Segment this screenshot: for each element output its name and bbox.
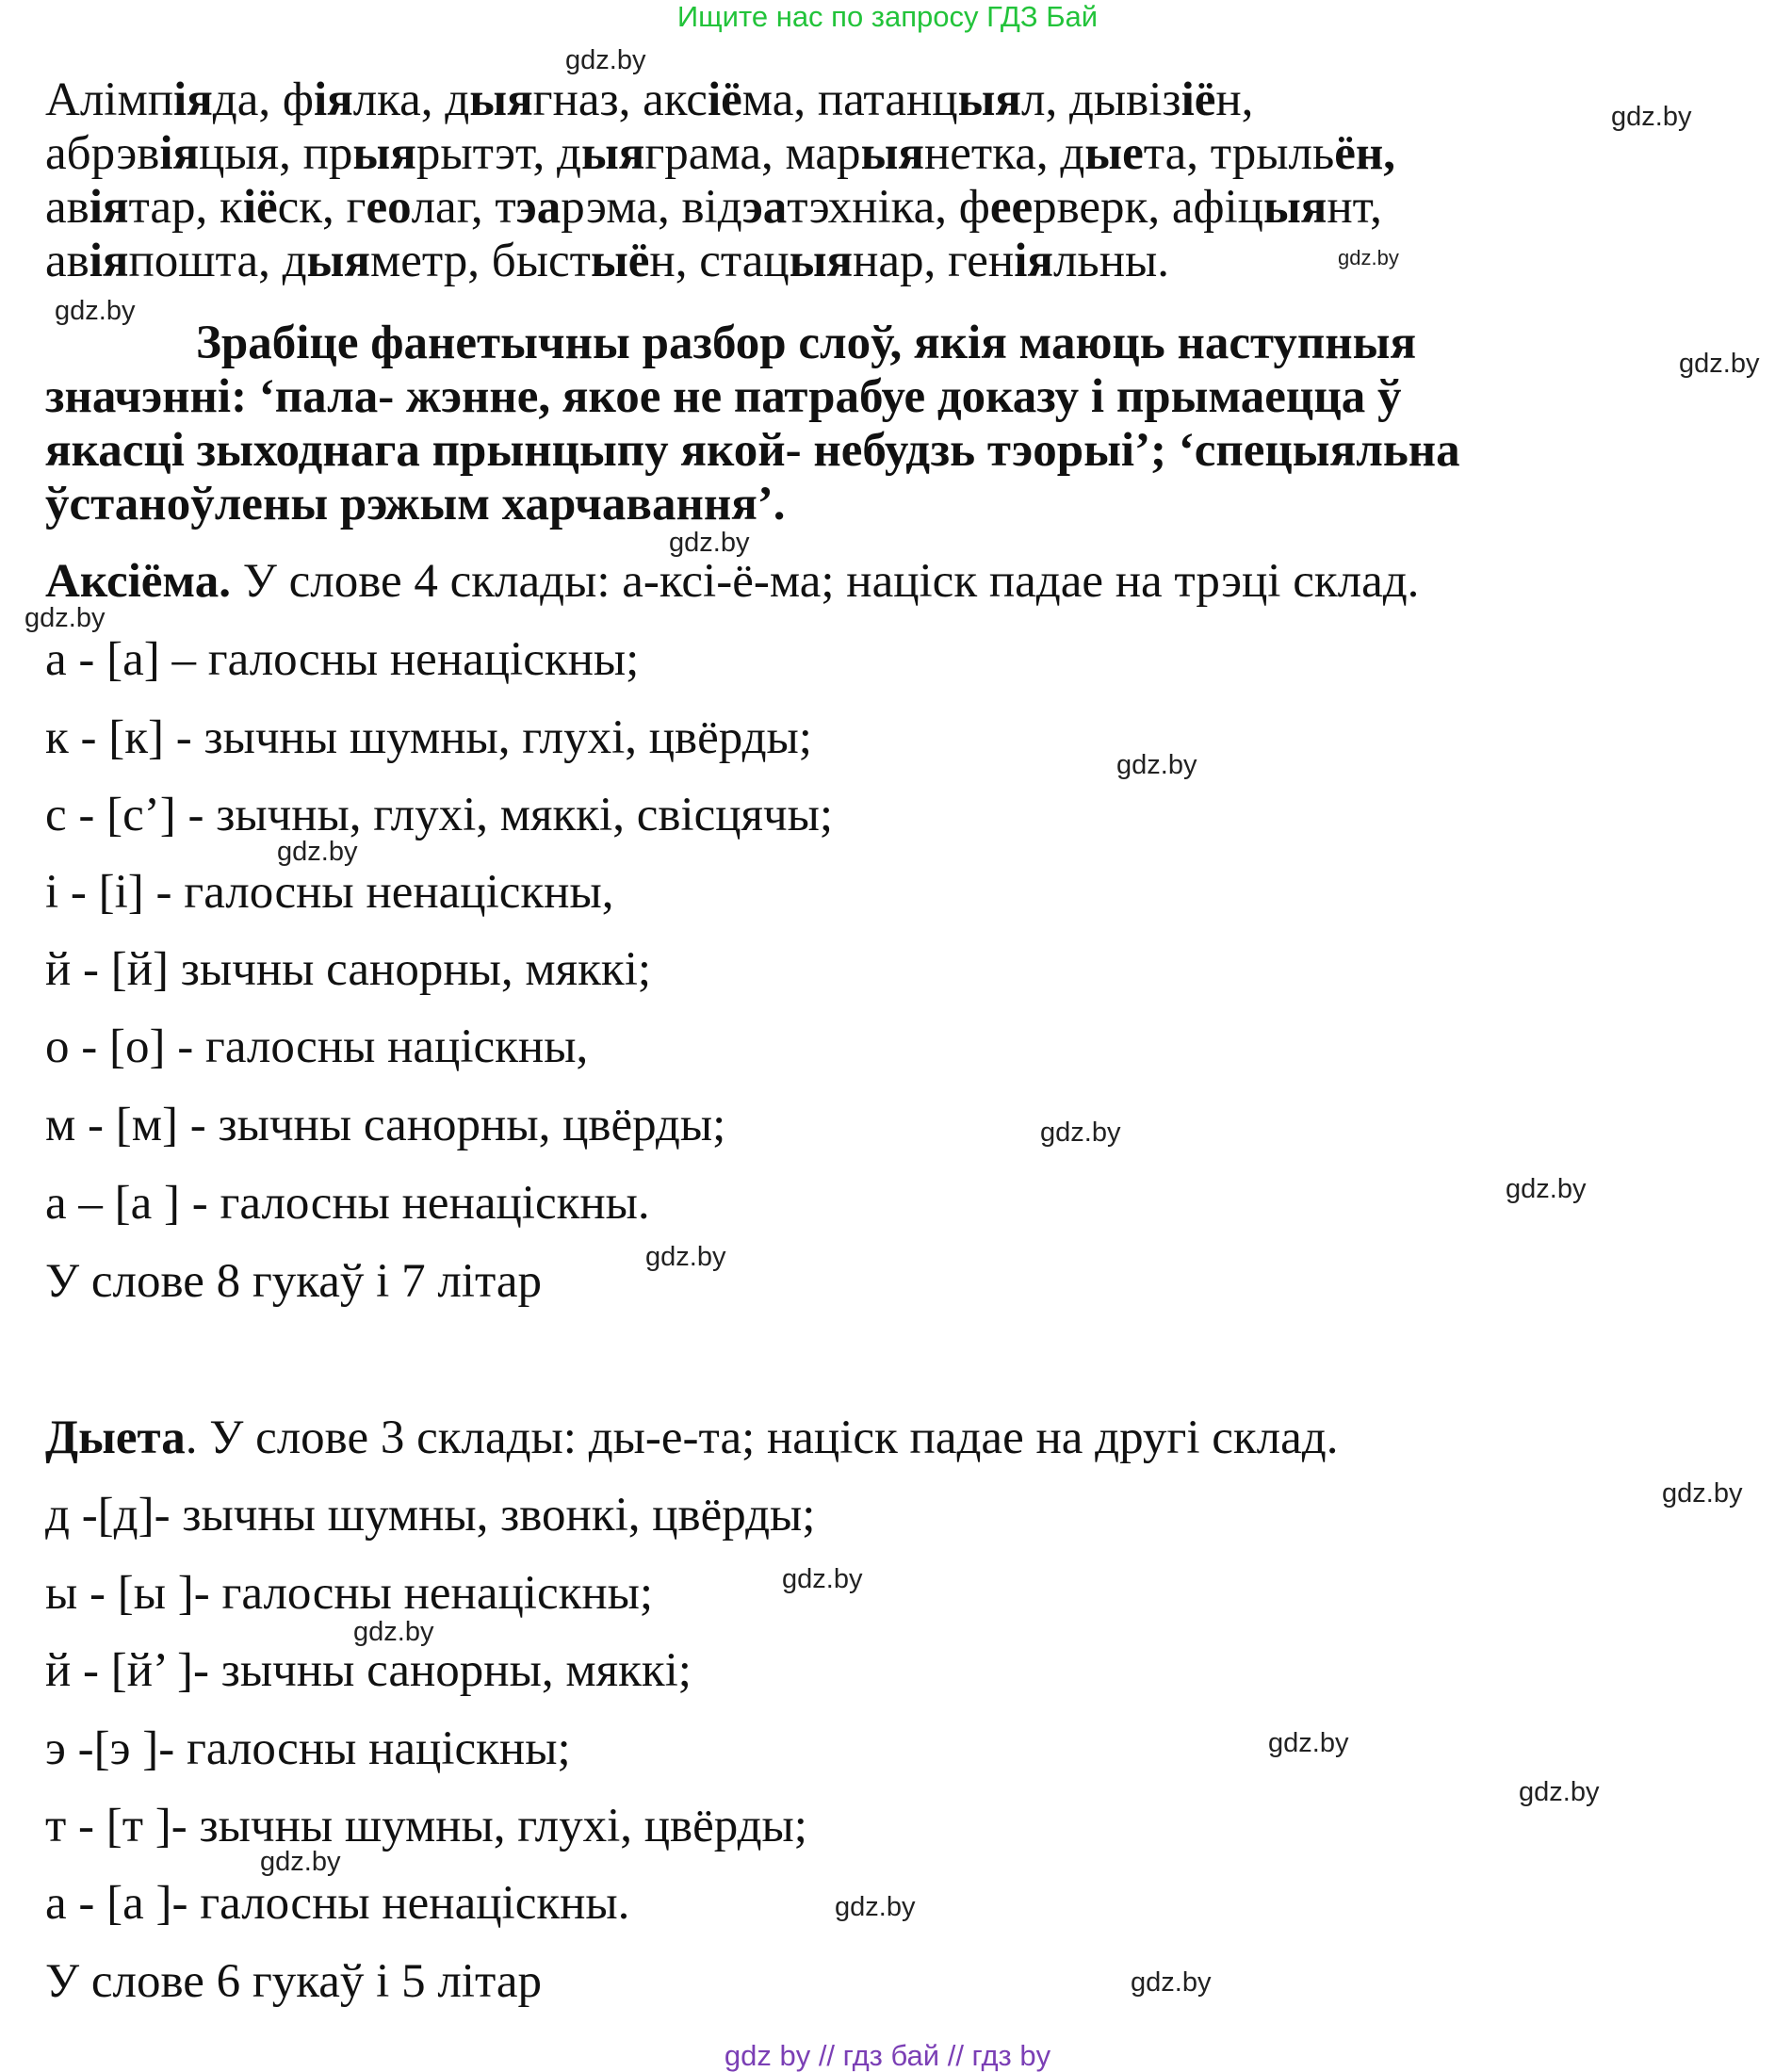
highlighted-letters: ія xyxy=(89,235,129,287)
watermark: gdz.by xyxy=(669,528,750,558)
highlighted-letters: ыя xyxy=(580,127,645,180)
word1-sound-row: а – [а ] - галосны ненацiскны. xyxy=(45,1177,650,1230)
word2-sound-row: й - [й’ ]- зычны санорны, мяккі; xyxy=(45,1644,692,1697)
word-fragment: льны. xyxy=(1052,235,1170,287)
word2-title: Дыета xyxy=(45,1411,186,1464)
word-fragment: н, xyxy=(1215,73,1254,126)
word-fragment: грама, мар xyxy=(644,127,861,180)
word1-summary: У слове 4 склады: а-ксі-ё-ма; націск падае на трэці склад. xyxy=(231,555,1420,608)
watermark: gdz.by xyxy=(1338,246,1399,269)
highlighted-letters: ія xyxy=(89,181,129,234)
word-fragment: та, трыль xyxy=(1143,127,1335,180)
watermark: gdz.by xyxy=(565,45,646,75)
footer-links[interactable]: gdz by // гдз бай // гдз by xyxy=(724,2039,1051,2072)
highlighted-letters: іё xyxy=(242,181,278,234)
watermark: gdz.by xyxy=(1611,102,1692,132)
words-paragraph-line-1 xyxy=(45,73,1253,127)
task-line-3: якасці зыходнага прынцыпу якой- небудзь тэорыі’; ‘спецыяльна xyxy=(45,424,1460,477)
highlighted-letters: ыя xyxy=(860,127,924,180)
watermark: gdz.by xyxy=(24,603,106,633)
word2-sound-row: ы - [ы ]- галосны ненацiскны; xyxy=(45,1567,654,1620)
word-fragment: рытэт, д xyxy=(415,127,581,180)
word-fragment: рверк, афіц xyxy=(1033,181,1263,234)
watermark: gdz.by xyxy=(835,1892,916,1922)
word1-sound-row: і - [і] - галосны ненацiскны, xyxy=(45,866,614,919)
watermark: gdz.by xyxy=(260,1847,341,1877)
highlighted-letters: ія xyxy=(313,73,353,126)
watermark: gdz.by xyxy=(55,296,136,326)
highlighted-letters: ее xyxy=(989,181,1034,234)
word-fragment: л, дывіз xyxy=(1021,73,1181,126)
word-fragment: лаг, т xyxy=(411,181,516,234)
highlighted-letters: ія xyxy=(173,73,213,126)
watermark: gdz.by xyxy=(645,1242,726,1272)
task-line-1: Зрабіце фанетычны разбор слоў, якія маюць наступныя xyxy=(196,317,1417,369)
task-line-2: значэнні: ‘пала- жэнне, якое не патрабуе доказу і прымаецца ў xyxy=(45,370,1402,423)
words-paragraph-line-2 xyxy=(45,127,1395,181)
watermark: gdz.by xyxy=(782,1564,863,1594)
highlighted-letters: ыя xyxy=(957,73,1021,126)
word2-heading xyxy=(45,1411,1338,1465)
word-fragment: Алімп xyxy=(45,73,174,126)
highlighted-letters: ео xyxy=(366,181,412,234)
word2-count: У слове 6 гукаў і 5 літар xyxy=(45,1955,543,2008)
word-fragment: пошта, д xyxy=(128,235,307,287)
word2-sound-row: т - [т ]- зычны шумны, глухі, цвёрды; xyxy=(45,1800,807,1852)
highlighted-letters: ые xyxy=(1084,127,1144,180)
word1-sound-row: с - [с’] - зычны, глухі, мяккі, свісцячы; xyxy=(45,789,834,841)
highlighted-letters: ыё xyxy=(590,235,650,287)
word-fragment: да, ф xyxy=(212,73,314,126)
word-fragment: рэма, від xyxy=(561,181,742,234)
highlighted-letters: ія xyxy=(1014,235,1053,287)
highlighted-letters: ён, xyxy=(1334,127,1395,180)
word1-sound-row: о - [о] - галосны націскны, xyxy=(45,1020,589,1073)
word1-sound-row: й - [й] зычны санорны, мяккі; xyxy=(45,943,652,996)
word-fragment: тэхніка, ф xyxy=(787,181,990,234)
top-banner[interactable]: Ищите нас по запросу ГДЗ Бай xyxy=(676,0,1099,33)
word-fragment: лка, д xyxy=(352,73,470,126)
watermark: gdz.by xyxy=(1131,1967,1212,1998)
highlighted-letters: эа xyxy=(515,181,562,234)
word2-sound-row: д -[д]- зычны шумны, звонкі, цвёрды; xyxy=(45,1489,816,1542)
watermark: gdz.by xyxy=(1679,349,1760,379)
words-paragraph-line-4 xyxy=(45,235,1169,288)
watermark: gdz.by xyxy=(1116,750,1197,780)
word2-sound-row: э -[э ]- галосны націскны; xyxy=(45,1722,571,1775)
word1-heading xyxy=(45,554,1419,609)
highlighted-letters: эа xyxy=(741,181,788,234)
word-fragment: н, стац xyxy=(649,235,790,287)
watermark: gdz.by xyxy=(353,1617,434,1647)
highlighted-letters: ыя xyxy=(1262,181,1327,234)
watermark: gdz.by xyxy=(1040,1118,1121,1148)
word-fragment: нар, ген xyxy=(853,235,1015,287)
word-fragment: ма, патанц xyxy=(741,73,958,126)
word2-sound-row: а - [а ]- галосны ненацiскны. xyxy=(45,1877,630,1930)
task-line-4: ўстаноўлены рэжым харчавання’. xyxy=(45,478,786,530)
word1-title: Аксіёма. xyxy=(45,555,232,608)
words-paragraph-line-3 xyxy=(45,181,1382,235)
word-fragment: ав xyxy=(45,181,90,234)
watermark: gdz.by xyxy=(1268,1728,1349,1758)
highlighted-letters: іё xyxy=(1181,73,1216,126)
highlighted-letters: ія xyxy=(159,127,200,180)
word-fragment: нетка, д xyxy=(923,127,1085,180)
highlighted-letters: іё xyxy=(707,73,742,126)
word1-sound-row: к - [к] - зычны шумны, глухі, цвёрды; xyxy=(45,711,812,764)
highlighted-letters: ыя xyxy=(789,235,854,287)
word1-count: У слове 8 гукаў і 7 літар xyxy=(45,1255,543,1308)
highlighted-letters: ыя xyxy=(306,235,370,287)
watermark: gdz.by xyxy=(1506,1174,1587,1204)
highlighted-letters: ыя xyxy=(469,73,533,126)
word-fragment: ск, г xyxy=(277,181,366,234)
word-fragment: тар, к xyxy=(128,181,243,234)
word-fragment: абрэв xyxy=(45,127,160,180)
word-fragment: цыя, пр xyxy=(199,127,353,180)
word-fragment: гназ, акс xyxy=(532,73,708,126)
word-fragment: метр, быст xyxy=(369,235,591,287)
highlighted-letters: ыя xyxy=(352,127,416,180)
word-fragment: нт, xyxy=(1327,181,1382,234)
word1-sound-row: а - [а] – галосны ненацiскны; xyxy=(45,633,640,686)
word1-sound-row: м - [м] - зычны санорны, цвёрды; xyxy=(45,1099,726,1151)
watermark: gdz.by xyxy=(1519,1777,1600,1807)
watermark: gdz.by xyxy=(1662,1478,1743,1509)
word-fragment: ав xyxy=(45,235,90,287)
watermark: gdz.by xyxy=(277,837,358,867)
word2-summary: . У слове 3 склады: ды-е-та; націск падае на другі склад. xyxy=(185,1411,1339,1464)
